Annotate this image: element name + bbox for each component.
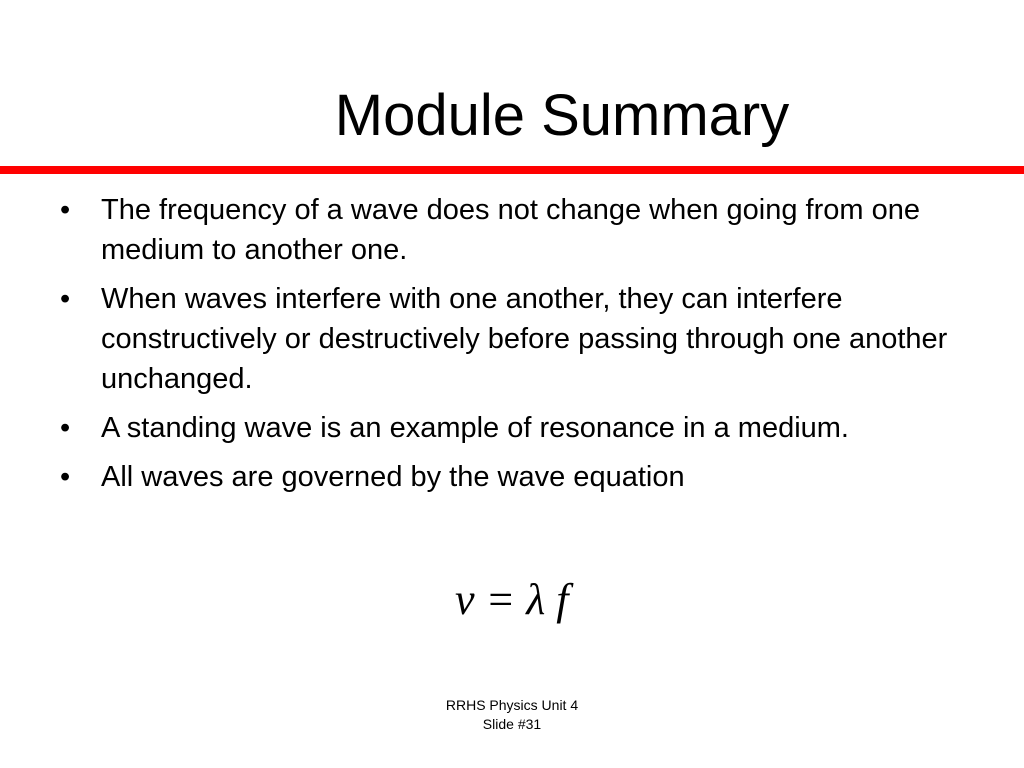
slide-title: Module Summary (334, 83, 790, 148)
title-divider (0, 166, 1024, 174)
bullet-icon: • (60, 194, 71, 226)
bullet-text: When waves interfere with one another, they can interfere constructively or destructively before passing through one another unchanged. (101, 283, 948, 395)
bullet-text: All waves are governed by the wave equation (101, 461, 685, 493)
bullet-item (56, 408, 956, 448)
bullet-list (56, 190, 956, 506)
bullet-icon: • (60, 461, 71, 493)
bullet-text: The frequency of a wave does not change when going from one medium to another one. (101, 194, 920, 266)
wave-equation: v = λ f (455, 575, 569, 624)
bullet-text: A standing wave is an example of resonance in a medium. (101, 412, 849, 444)
bullet-item (56, 190, 956, 270)
bullet-item (56, 457, 956, 497)
bullet-icon: • (60, 283, 71, 315)
footer-slide-number: Slide #31 (482, 716, 542, 732)
footer-course: RRHS Physics Unit 4 (445, 697, 579, 713)
bullet-icon: • (60, 412, 71, 444)
bullet-item (56, 279, 956, 399)
slide-footer (412, 696, 612, 734)
